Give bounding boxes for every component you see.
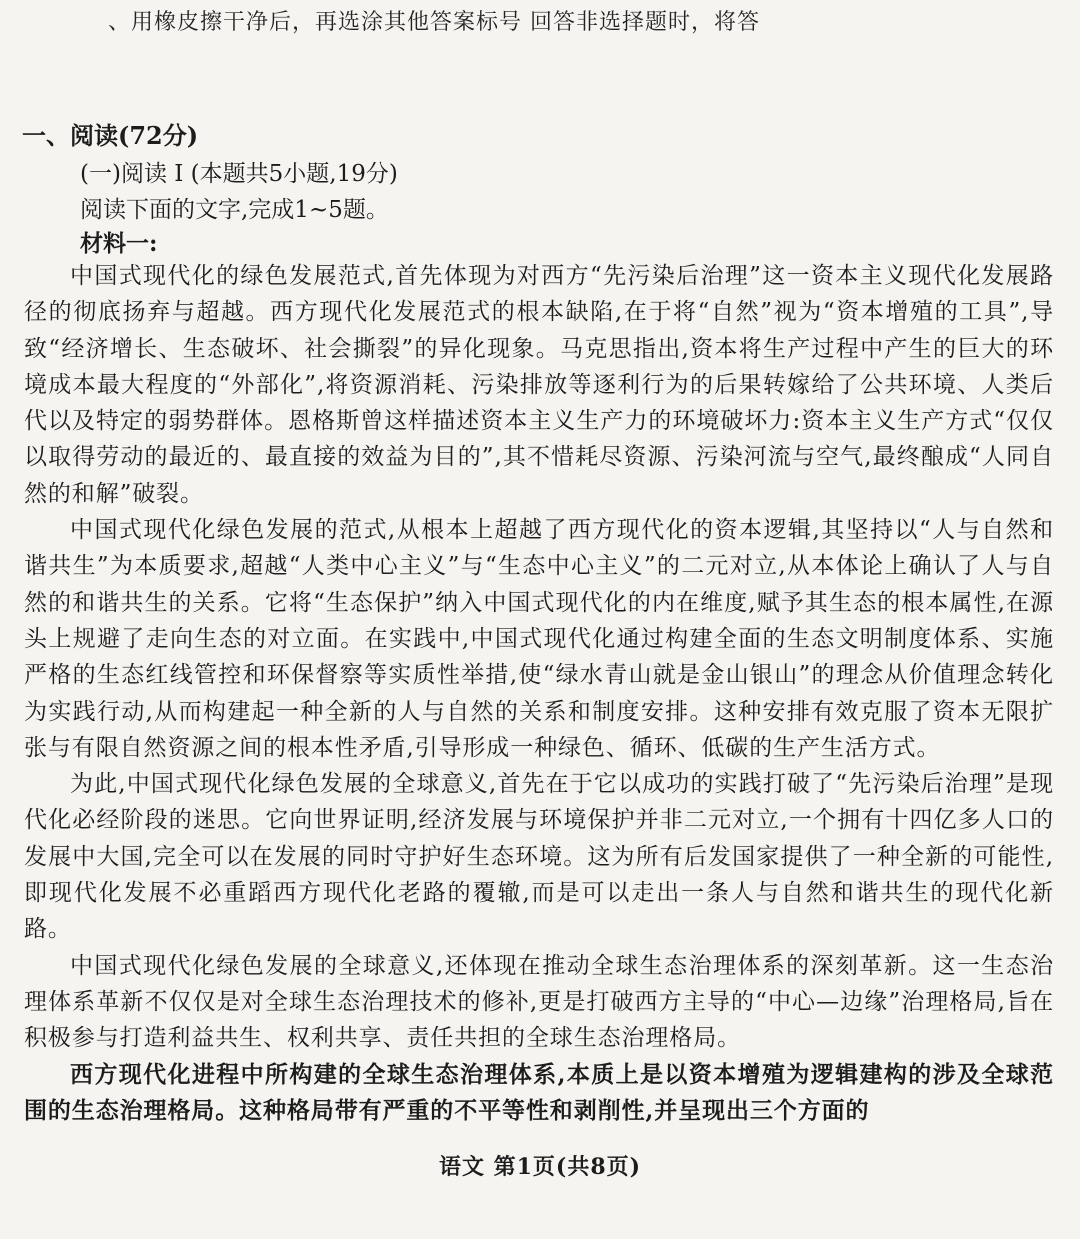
- paragraph-2: 中国式现代化绿色发展的范式,从根本上超越了西方现代化的资本逻辑,其坚持以“人与自然和谐共生”为本质要求,超越“人类中心主义”与“生态中心主义”的二元对立,从本体论上确认了人与自然的和谐共生的关系。它将“生态保护”纳入中国式现代化的内在维度,赋予其生态的根本属性,在源头上规避了走向生态的对立面。在实践中,中国式现代化通过构建全面的生态文明制度体系、实施严格的生态红线管控和环保督察等实质性举措,使“绿水青山就是金山银山”的理念从价值理念转化为实践行动,从而构建起一种全新的人与自然的关系和制度安排。这种安排有效克服了资本无限扩张与有限自然资源之间的根本性矛盾,引导形成一种绿色、循环、低碳的生产生活方式。: [24, 517, 1054, 761]
- header-cut-text: 、用橡皮擦干净后，再选涂其他答案标号 回答非选择题时，将答: [108, 10, 760, 35]
- paragraph-1: 中国式现代化的绿色发展范式,首先体现为对西方“先污染后治理”这一资本主义现代化发展路径的彻底扬弃与超越。西方现代化发展范式的根本缺陷,在于将“自然”视为“资本增殖的工具”,导致“经济增长、生态破坏、社会撕裂”的异化现象。马克思指出,资本将生产过程中产生的巨大的环境成本最大程度的“外部化”,将资源消耗、污染排放等逐利行为的后果转嫁给了公共环境、人类后代以及特定的弱势群体。恩格斯曾这样描述资本主义生产力的环境破坏力:资本主义生产方式“仅仅以取得劳动的最近的、最直接的效益为目的”,其不惜耗尽资源、污染河流与空气,最终酿成“人同自然的和解”破裂。: [24, 263, 1054, 507]
- paragraph-3: 为此,中国式现代化绿色发展的全球意义,首先在于它以成功的实践打破了“先污染后治理”是现代化必经阶段的迷思。它向世界证明,经济发展与环境保护并非二元对立,一个拥有十四亿多人口的发展中大国,完全可以在发展的同时守护好生态环境。这为所有后发国家提供了一种全新的可能性,即现代化发展不必重蹈西方现代化老路的覆辙,而是可以走出一条人与自然和谐共生的现代化新路。: [24, 771, 1054, 943]
- paragraph-5: 西方现代化进程中所构建的全球生态治理体系,本质上是以资本增殖为逻辑建构的涉及全球范围的生态治理格局。这种格局带有严重的不平等性和剥削性,并呈现出三个方面的: [24, 1060, 1054, 1124]
- passage-body: [24, 258, 1054, 1129]
- material-label: 材料一:: [80, 230, 158, 257]
- reading-subtitle: (一)阅读 I (本题共5小题,19分): [80, 161, 398, 187]
- page-footer: 语文 第1页(共8页): [438, 1154, 642, 1180]
- section-title: 一、阅读(72分): [22, 121, 199, 150]
- reading-instruction: 阅读下面的文字,完成1~5题。: [80, 197, 389, 223]
- paragraph-4: 中国式现代化绿色发展的全球意义,还体现在推动全球生态治理体系的深刻革新。这一生态治理体系革新不仅仅是对全球生态治理技术的修补,更是打破西方主导的“中心—边缘”治理格局,旨在积极参与打造利益共生、权利共享、责任共担的全球生态治理格局。: [24, 952, 1054, 1052]
